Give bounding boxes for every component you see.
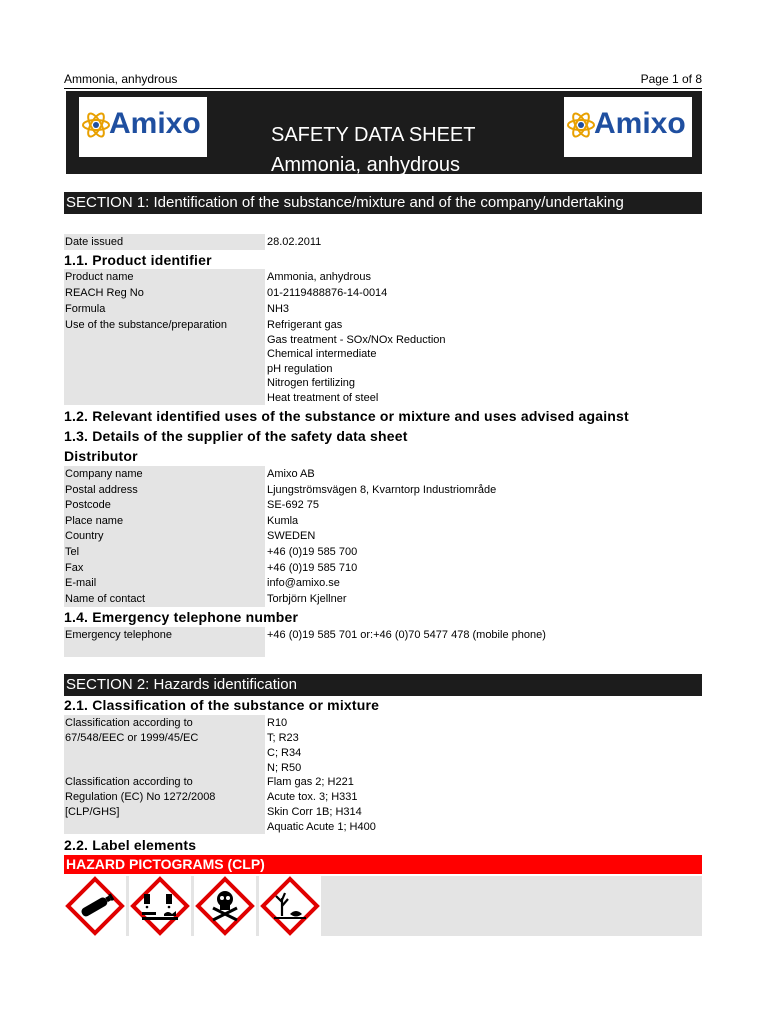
row-label: Emergency telephone [64, 627, 265, 657]
row-label: REACH Reg No [64, 285, 265, 301]
label-line: 67/548/EEC or 1999/45/EC [65, 732, 199, 744]
page-number: Page 1 of 8 [640, 72, 702, 86]
pictogram-area [64, 876, 702, 936]
label-line: [CLP/GHS] [65, 806, 120, 818]
logo-wordmark: Amixo [109, 107, 201, 140]
use-item: Refrigerant gas [267, 319, 343, 331]
class-item: R10 [267, 717, 288, 729]
heading-1-4: 1.4. Emergency telephone number [64, 609, 299, 625]
row-label [64, 715, 265, 774]
row-label: Fax [64, 560, 265, 576]
hazard-pictograms-header: HAZARD PICTOGRAMS (CLP) [64, 855, 702, 874]
row-value: Torbjörn Kjellner [267, 592, 347, 605]
row-place [64, 513, 702, 529]
row-class-eec [64, 715, 702, 774]
row-postal [64, 482, 702, 498]
row-label: Name of contact [64, 591, 265, 607]
row-reach [64, 285, 702, 301]
row-value-list [267, 317, 446, 406]
header-doc-name: Ammonia, anhydrous [64, 72, 178, 86]
row-value-list [267, 715, 301, 776]
label-line: Regulation (EC) No 1272/2008 [65, 791, 216, 803]
row-tel [64, 544, 702, 560]
row-value: Amixo AB [267, 468, 315, 480]
row-label: Date issued [64, 234, 265, 250]
label-line: Classification according to [65, 776, 193, 788]
distributor-heading: Distributor [64, 448, 138, 464]
gas-cylinder-icon [64, 876, 126, 936]
section-1-header: SECTION 1: Identification of the substance/mixture and of the company/undertaking [64, 192, 702, 214]
row-label: E-mail [64, 575, 265, 591]
company-logo [79, 97, 207, 157]
row-email [64, 575, 702, 591]
atom-icon [81, 110, 111, 140]
class-item: C; R34 [267, 747, 302, 759]
environment-icon [259, 876, 321, 936]
row-class-clp [64, 774, 702, 834]
row-label: Postal address [64, 482, 265, 498]
row-value: SWEDEN [267, 530, 316, 543]
row-contact [64, 591, 702, 607]
row-value: Kumla [267, 514, 299, 527]
class-item: T; R23 [267, 732, 299, 744]
row-formula [64, 301, 702, 317]
row-label [64, 774, 265, 834]
row-value: NH3 [267, 303, 290, 315]
logo-wordmark: Amixo [594, 107, 686, 140]
row-fax [64, 560, 702, 576]
label-line: Classification according to [65, 717, 193, 729]
row-label: Formula [64, 301, 265, 317]
class-item: Acute tox. 3; H331 [267, 791, 358, 803]
row-value: +46 (0)19 585 710 [267, 561, 358, 574]
row-emergency [64, 627, 702, 657]
row-use [64, 317, 702, 405]
row-label: Product name [64, 269, 265, 285]
class-item: N; R50 [267, 762, 302, 774]
use-item: Heat treatment of steel [267, 391, 379, 404]
row-label: Place name [64, 513, 265, 529]
row-value: 01-2119488876-14-0014 [267, 287, 388, 299]
row-value: Ammonia, anhydrous [267, 271, 371, 283]
heading-2-2: 2.2. Label elements [64, 837, 197, 853]
row-value: +46 (0)19 585 701 or:+46 (0)70 5477 478 (mobile phone) [267, 629, 546, 641]
row-value: 28.02.2011 [267, 236, 322, 248]
row-label: Country [64, 528, 265, 544]
use-item: pH regulation [267, 362, 333, 375]
row-label: Use of the substance/preparation [64, 317, 265, 405]
heading-2-1: 2.1. Classification of the substance or mixture [64, 697, 380, 713]
class-item: Flam gas 2; H221 [267, 776, 354, 788]
use-item: Gas treatment - SOx/NOx Reduction [267, 333, 446, 346]
heading-1-3: 1.3. Details of the supplier of the safety data sheet [64, 428, 408, 444]
row-country [64, 528, 702, 544]
row-value: info@amixo.se [267, 577, 340, 590]
row-value: Ljungströmsvägen 8, Kvarntorp Industriområde [267, 483, 497, 496]
row-company [64, 466, 702, 482]
row-date-issued [64, 234, 702, 250]
section-2-header: SECTION 2: Hazards identification [64, 674, 702, 696]
class-item: Skin Corr 1B; H314 [267, 806, 362, 818]
running-header [64, 72, 702, 89]
document-subtitle: Ammonia, anhydrous [271, 154, 460, 176]
corrosion-icon [129, 876, 191, 936]
atom-icon [566, 110, 596, 140]
row-label: Postcode [64, 497, 265, 513]
use-item: Chemical intermediate [267, 348, 377, 361]
row-product-name [64, 269, 702, 285]
row-label: Tel [64, 544, 265, 560]
heading-1-1: 1.1. Product identifier [64, 252, 212, 268]
document-title: SAFETY DATA SHEET [271, 124, 476, 146]
row-value: +46 (0)19 585 700 [267, 546, 358, 558]
row-value-list [267, 774, 376, 835]
company-logo-right [564, 97, 692, 157]
row-value: SE-692 75 [267, 499, 319, 512]
use-item: Nitrogen fertilizing [267, 377, 356, 390]
row-postcode [64, 497, 702, 513]
document-title-block [271, 120, 476, 180]
skull-crossbones-icon [194, 876, 256, 936]
row-label: Company name [64, 466, 265, 482]
title-banner [66, 91, 702, 174]
heading-1-2: 1.2. Relevant identified uses of the substance or mixture and uses advised against [64, 408, 629, 424]
class-item: Aquatic Acute 1; H400 [267, 821, 376, 833]
